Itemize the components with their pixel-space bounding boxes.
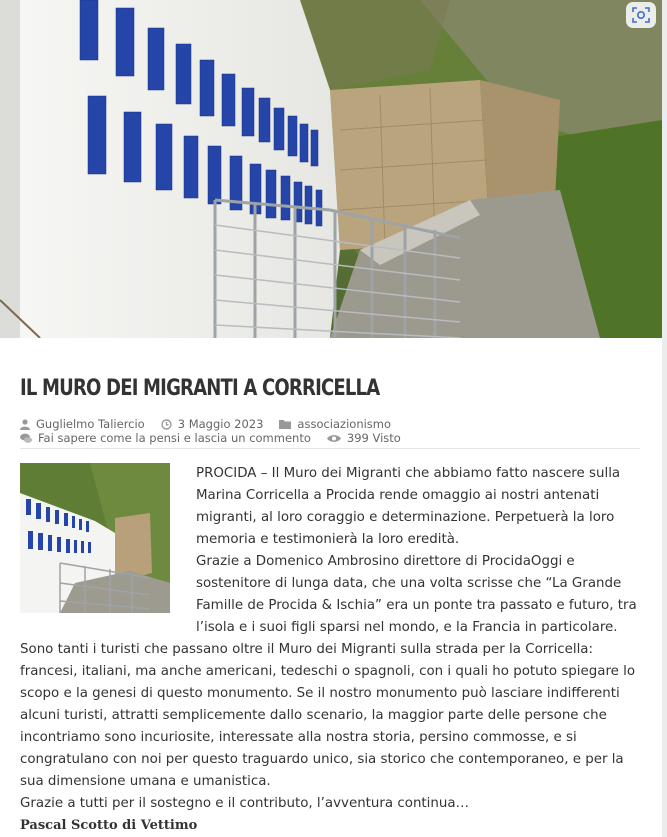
comments-icon	[20, 433, 32, 444]
author-name[interactable]: Guglielmo Taliercio	[36, 417, 145, 431]
eye-icon	[327, 434, 341, 443]
views-meta	[327, 431, 401, 445]
comments-meta[interactable]	[20, 431, 311, 445]
comment-link[interactable]: Fai sapere come la pensi e lascia un commento	[38, 431, 311, 445]
view-count: 399 Visto	[346, 431, 401, 445]
thumbnail-illustration	[20, 463, 170, 613]
article-thumbnail[interactable]	[20, 463, 170, 613]
signature: Pascal Scotto di Vettimo	[20, 818, 198, 833]
user-icon	[20, 419, 30, 430]
paragraph-intro: PROCIDA – Il Muro dei Migranti che abbiamo fatto nascere sulla Marina Corricella a Procida rende omaggio ai nostri antenati migranti, al loro coraggio e determinazione. Perpetuerà la loro memoria e testimonierà la loro eredità.	[196, 466, 621, 547]
date-meta	[161, 417, 264, 431]
article-meta	[20, 417, 640, 449]
featured-image	[0, 0, 662, 338]
featured-image-illustration	[0, 0, 662, 338]
article-title[interactable]: IL MURO DEI MIGRANTI A CORRICELLA	[20, 376, 380, 401]
publish-date: 3 Maggio 2023	[177, 417, 264, 431]
article-body	[20, 463, 640, 837]
paragraph-thanks: Grazie a Domenico Ambrosino direttore di ProcidaOggi e sostenitore di lunga data, che una volta scrisse che “La Grande Famille de Procida & Ischia” era un ponte tra passato e futuro, tra l’isola e i suoi figli sparsi nel mondo, e la Francia in particolare.	[196, 554, 637, 635]
paragraph-closing: Grazie a tutti per il sostegno e il contributo, l’avventura continua…	[20, 796, 469, 811]
author-meta[interactable]	[20, 417, 145, 431]
visual-search-button[interactable]	[626, 2, 656, 28]
article-content	[0, 338, 662, 837]
folder-icon	[279, 419, 291, 429]
image-search-icon	[631, 6, 651, 24]
clock-icon	[161, 419, 172, 430]
category-link[interactable]: associazionismo	[297, 417, 392, 431]
category-meta[interactable]	[279, 417, 391, 431]
paragraph-tourists: Sono tanti i turisti che passano oltre il Muro dei Migranti sulla strada per la Corricella: francesi, italiani, ma anche americani, tedeschi o spagnoli, con i quali ho potuto spiegare lo scopo e la genesi di questo monumento. Se il nostro monumento può lasciare indifferenti alcuni turisti, attratti semplicemente dallo scenario, la maggior parte delle persone che incontriamo sono incuriosite, interessate alla nostra storia, persino commosse, e si congratulano con noi per questo traguardo unico, sia storico che contemporaneo, e per la sua dimensione umana e umanistica.	[20, 642, 636, 789]
